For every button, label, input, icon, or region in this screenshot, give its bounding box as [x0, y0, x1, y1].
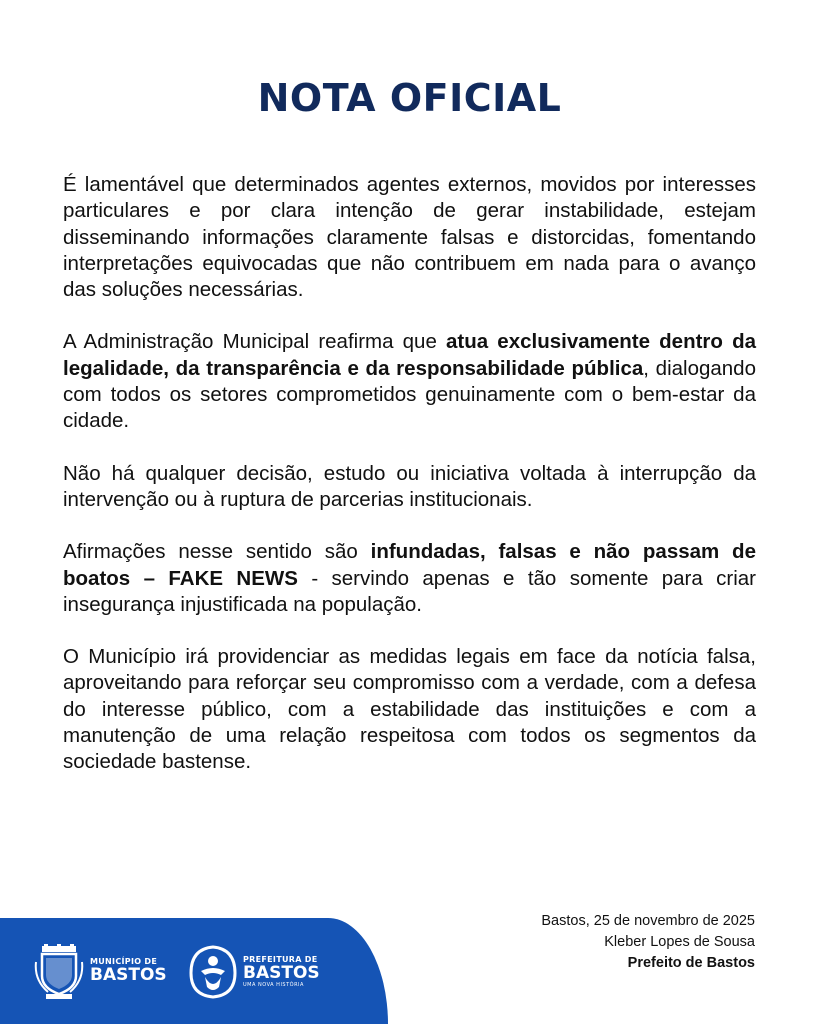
signature-name: Kleber Lopes de Sousa [604, 934, 755, 950]
paragraph-5: O Município irá providenciar as medidas legais em face da notícia falsa, aproveitando para reforçar seu compromisso com a verdade, com a defesa do interesse público, com a estabilidade das instituições e com a manutenção de uma relação respeitosa com todos os segmentos da sociedade bastense. [63, 645, 756, 774]
prefeitura-emblem-icon [189, 945, 237, 999]
logo1-small-text: MUNICÍPIO DE [90, 957, 158, 966]
logo-municipio-bastos [90, 957, 167, 984]
paragraph-4-text-a: Afirmações nesse sentido são [63, 540, 371, 564]
paragraph-3: Não há qualquer decisão, estudo ou iniciativa voltada à interrupção da intervenção ou à ruptura de parcerias institucionais. [63, 461, 756, 511]
page-title: NOTA OFICIAL [257, 76, 562, 120]
logo2-big-text: BASTOS [243, 963, 320, 983]
signature-place-date: Bastos, 25 de novembro de 2025 [541, 913, 755, 929]
paragraph-4 [63, 539, 756, 618]
paragraph-1: É lamentável que determinados agentes externos, movidos por interesses particulares e por clara intenção de gerar instabilidade, estejam disseminando informações claramente falsas e distorcidas, fomentando interpretações equivocadas que não contribuem em nada para o avanço das soluções necessárias. [63, 173, 756, 302]
paragraph-2 [63, 329, 756, 434]
paragraph-2-bold: atua exclusivamente dentro da legalidade, da transparência e da responsabilidade pública [63, 330, 756, 380]
paragraph-4-text-b: - servindo apenas e tão somente para criar insegurança injustificada na população. [63, 566, 757, 616]
paragraph-2-text-a: A Administração Municipal reafirma que [63, 330, 447, 354]
logo1-big-text: BASTOS [90, 965, 167, 985]
paragraph-2-text-b: , dialogando com todos os setores comprometidos genuinamente com o bem-estar da cidade. [63, 356, 756, 433]
paragraph-4-bold: infundadas, falsas e não passam de boatos – FAKE NEWS [63, 540, 756, 590]
logo2-small-text: PREFEITURA DE [243, 955, 318, 964]
signature-role: Prefeito de Bastos [627, 955, 755, 971]
note-body [63, 172, 756, 802]
logo-prefeitura-bastos [243, 955, 320, 988]
signature-block [541, 911, 755, 974]
municipal-coat-of-arms-icon [34, 944, 84, 1000]
logo2-tagline: UMA NOVA HISTÓRIA [243, 982, 304, 988]
